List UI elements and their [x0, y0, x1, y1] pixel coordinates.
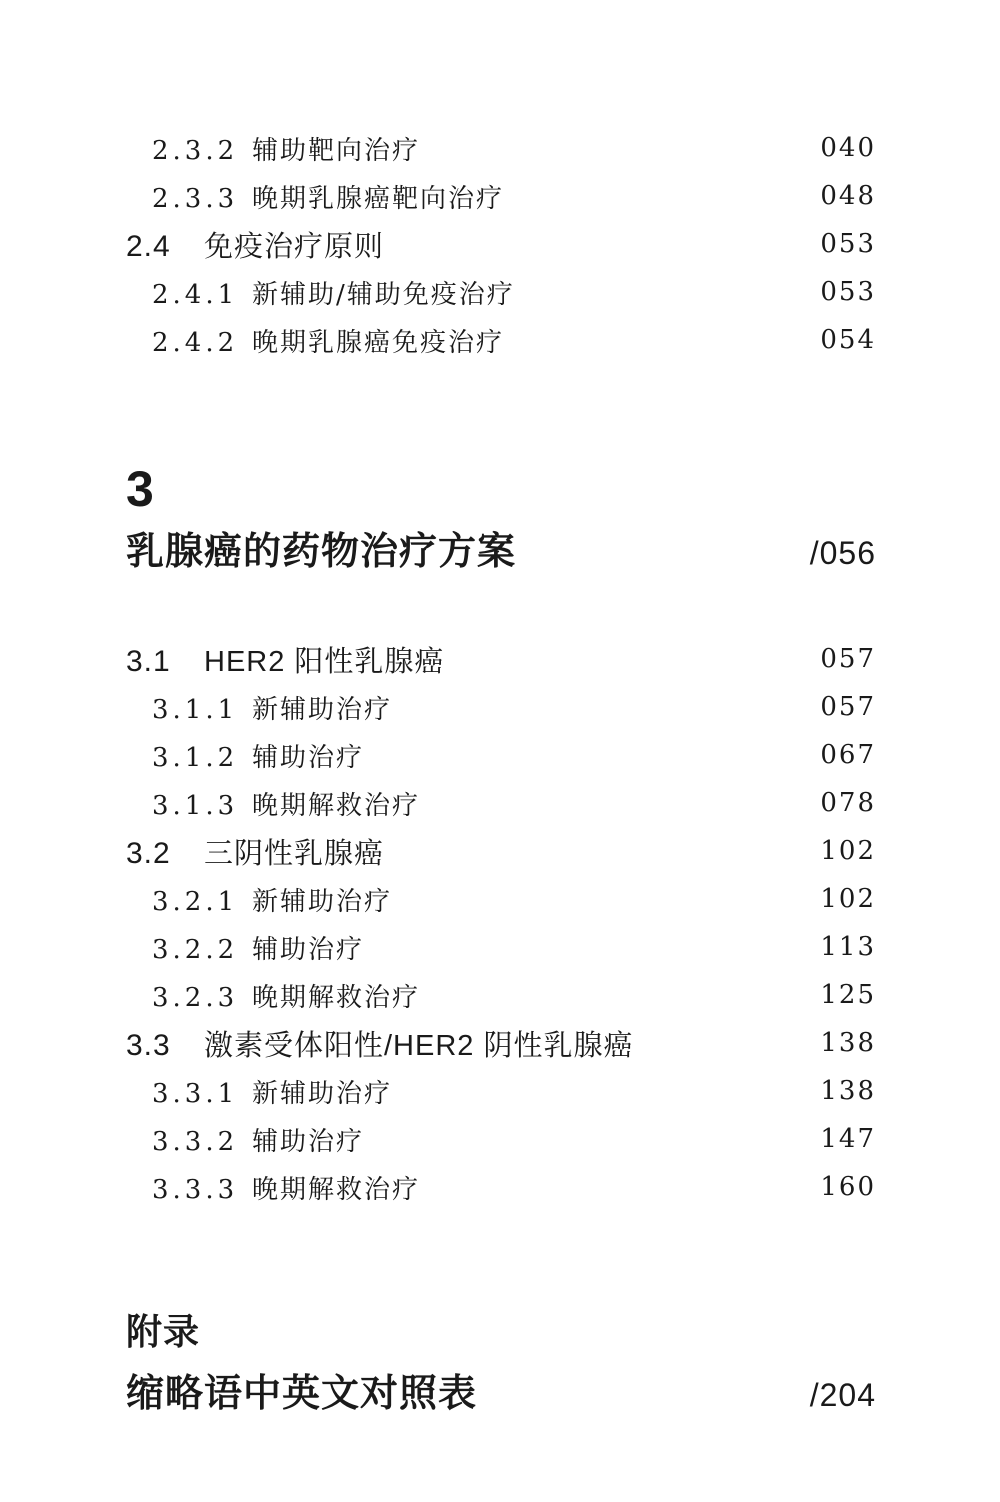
entry-page-number: 125 [820, 980, 876, 1011]
toc-entry [0, 827, 1000, 875]
entry-page-number: 040 [820, 133, 876, 163]
entry-label: 三阴性乳腺癌 [204, 837, 385, 870]
toc-entry [0, 635, 1000, 683]
appendix-label: 附录 [126, 1311, 201, 1353]
toc-entry-text [152, 881, 392, 918]
entry-label: 辅助治疗 [252, 742, 365, 773]
toc-entry [0, 124, 1000, 172]
entry-number: 3.3.2 [152, 1126, 239, 1157]
entry-number: 3.2.3 [152, 982, 239, 1013]
entry-page-number: 067 [820, 740, 876, 771]
chapter-title: 乳腺癌的药物治疗方案 [126, 531, 517, 573]
entry-label: 辅助治疗 [252, 1126, 365, 1157]
entry-page-number: 057 [820, 692, 876, 723]
toc-entry-text [152, 929, 364, 966]
entry-page-number: 138 [820, 1076, 876, 1107]
toc-entry-text [152, 178, 504, 215]
entry-number: 2.4.2 [152, 327, 239, 358]
entry-number: 2.4.1 [152, 279, 239, 310]
toc-entry-text [152, 322, 504, 359]
entry-label: 晚期乳腺癌免疫治疗 [252, 327, 505, 358]
entry-number: 2.3.2 [152, 135, 239, 166]
toc-entry-text [152, 1169, 420, 1206]
toc-entry [0, 220, 1000, 268]
toc-entry [0, 268, 1000, 316]
entry-number: 3.1.1 [152, 694, 239, 725]
toc-entry-text [126, 1023, 633, 1064]
entry-label: 辅助治疗 [252, 934, 365, 965]
toc-entry-text [152, 977, 420, 1014]
entry-label: 晚期解救治疗 [252, 1174, 421, 1205]
entry-label: 晚期乳腺癌靶向治疗 [252, 183, 505, 214]
toc-entry-text [152, 1121, 364, 1158]
entry-page-number: 113 [820, 932, 876, 963]
toc-entry-text [152, 274, 515, 311]
toc-entry-text [152, 1073, 392, 1110]
entry-page-number: 160 [820, 1172, 876, 1203]
entry-number: 3.3 [126, 1028, 171, 1062]
appendix-title: 缩略语中英文对照表 [126, 1372, 478, 1415]
toc-entry [0, 172, 1000, 220]
toc-entry [0, 971, 1000, 1019]
toc-entry [0, 923, 1000, 971]
entry-page-number: 078 [820, 788, 876, 819]
entry-label: 新辅助/辅助免疫治疗 [252, 279, 515, 310]
toc-entry-text [152, 689, 392, 726]
entry-page-number: 147 [820, 1124, 876, 1155]
chapter-title-row [126, 528, 876, 577]
entry-label: 新辅助治疗 [252, 1078, 393, 1109]
entry-number: 3.3.3 [152, 1174, 239, 1205]
entry-number: 2.4 [126, 229, 171, 263]
appendix-heading [0, 1307, 1000, 1422]
chapter3-entries-list [0, 635, 1000, 1211]
entry-page-number: 102 [820, 836, 876, 867]
toc-entry [0, 316, 1000, 364]
entry-label: 免疫治疗原则 [204, 230, 385, 263]
entry-number: 3.2 [126, 836, 171, 870]
toc-entry [0, 683, 1000, 731]
toc-entry [0, 731, 1000, 779]
toc-entry-text [126, 831, 384, 872]
entry-page-number: 138 [820, 1028, 876, 1059]
chapter-number: 3 [126, 461, 155, 517]
entry-label: HER2 阳性乳腺癌 [204, 645, 445, 678]
entry-label: 新辅助治疗 [252, 886, 393, 917]
entry-label: 晚期解救治疗 [252, 790, 421, 821]
toc-entry [0, 1115, 1000, 1163]
entry-page-number: 054 [820, 325, 876, 355]
entry-page-number: 057 [820, 644, 876, 675]
entry-label: 晚期解救治疗 [252, 982, 421, 1013]
toc-entry-text [152, 130, 420, 167]
toc-entry [0, 875, 1000, 923]
entry-page-number: 053 [820, 229, 876, 259]
entry-page-number: 048 [820, 181, 876, 211]
toc-entry [0, 1163, 1000, 1211]
entry-page-number: 102 [820, 884, 876, 915]
entry-number: 3.1 [126, 644, 171, 678]
entry-number: 3.2.2 [152, 934, 239, 965]
entry-number: 3.1.3 [152, 790, 239, 821]
entry-number: 3.2.1 [152, 886, 239, 917]
toc-entry-text [152, 785, 420, 822]
toc-entry [0, 1067, 1000, 1115]
toc-entry-text [126, 639, 444, 680]
toc-entry-text [152, 737, 364, 774]
entry-label: 激素受体阳性/HER2 阴性乳腺癌 [204, 1029, 634, 1062]
appendix-title-row [126, 1366, 876, 1423]
appendix-page-number: /204 [809, 1376, 876, 1413]
entry-page-number: 053 [820, 277, 876, 307]
toc-entry-text [126, 224, 384, 265]
chapter-page-number: /056 [809, 535, 876, 571]
chapter3-heading [0, 461, 1000, 577]
entry-number: 2.3.3 [152, 183, 239, 214]
toc-entry [0, 779, 1000, 827]
chapter2-entries-list [0, 0, 1000, 364]
entry-number: 3.3.1 [152, 1078, 239, 1109]
entry-label: 辅助靶向治疗 [252, 135, 421, 166]
entry-number: 3.1.2 [152, 742, 239, 773]
toc-entry [0, 1019, 1000, 1067]
entry-label: 新辅助治疗 [252, 694, 393, 725]
